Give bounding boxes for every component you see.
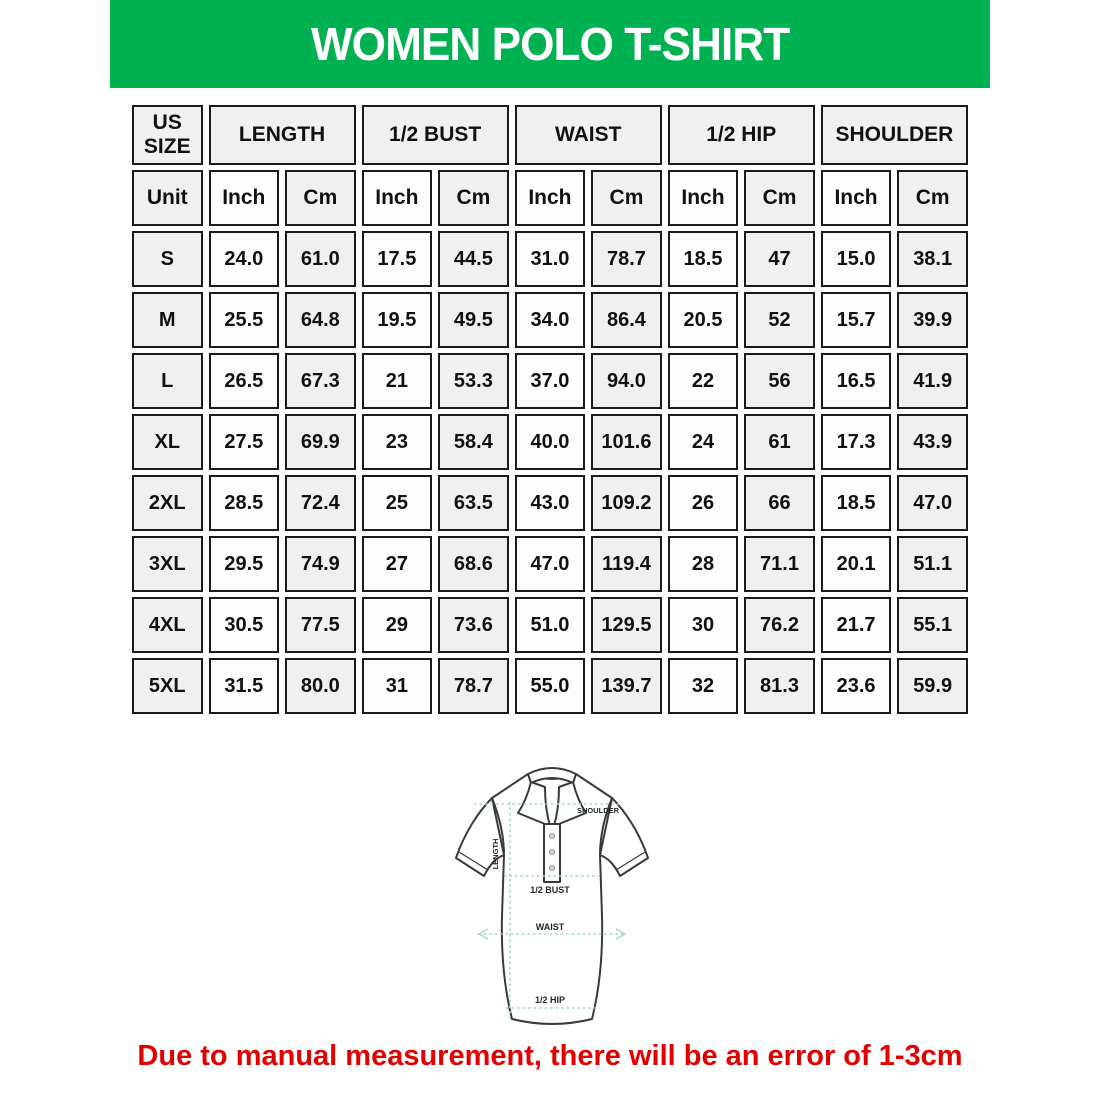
- value-cell: 101.6: [591, 414, 662, 470]
- value-cell: 32: [668, 658, 739, 714]
- value-cell: 28.5: [209, 475, 280, 531]
- value-cell: 26.5: [209, 353, 280, 409]
- value-cell: 109.2: [591, 475, 662, 531]
- value-cell: 59.9: [897, 658, 968, 714]
- value-cell: 66: [744, 475, 815, 531]
- polo-shirt-drawing: [432, 756, 672, 1038]
- table-row: [132, 536, 968, 592]
- value-cell: 61.0: [285, 231, 356, 287]
- value-cell: 40.0: [515, 414, 586, 470]
- size-cell: 2XL: [132, 475, 203, 531]
- value-cell: 72.4: [285, 475, 356, 531]
- value-cell: 76.2: [744, 597, 815, 653]
- value-cell: 23.6: [821, 658, 892, 714]
- shoulder-label: SHOULDER: [576, 806, 620, 815]
- value-cell: 28: [668, 536, 739, 592]
- unit-cell: Inch: [209, 170, 280, 226]
- table-row: [132, 658, 968, 714]
- value-cell: 23: [362, 414, 433, 470]
- value-cell: 129.5: [591, 597, 662, 653]
- value-cell: 53.3: [438, 353, 509, 409]
- value-cell: 29: [362, 597, 433, 653]
- value-cell: 61: [744, 414, 815, 470]
- column-group-header: 1/2 BUST: [362, 105, 509, 165]
- value-cell: 119.4: [591, 536, 662, 592]
- value-cell: 21.7: [821, 597, 892, 653]
- value-cell: 19.5: [362, 292, 433, 348]
- column-group-header: WAIST: [515, 105, 662, 165]
- column-group-header: LENGTH: [209, 105, 356, 165]
- measurement-note: Due to manual measurement, there will be an error of 1-3cm: [137, 1040, 963, 1072]
- value-cell: 29.5: [209, 536, 280, 592]
- length-label: LENGTH: [491, 838, 500, 870]
- column-group-header: SHOULDER: [821, 105, 968, 165]
- value-cell: 67.3: [285, 353, 356, 409]
- value-cell: 86.4: [591, 292, 662, 348]
- value-cell: 20.5: [668, 292, 739, 348]
- table-row: [132, 475, 968, 531]
- value-cell: 94.0: [591, 353, 662, 409]
- value-cell: 30: [668, 597, 739, 653]
- value-cell: 25.5: [209, 292, 280, 348]
- size-cell: XL: [132, 414, 203, 470]
- table-row: [132, 414, 968, 470]
- button-icon: [549, 865, 554, 870]
- value-cell: 22: [668, 353, 739, 409]
- value-cell: 34.0: [515, 292, 586, 348]
- size-cell: L: [132, 353, 203, 409]
- value-cell: 37.0: [515, 353, 586, 409]
- value-cell: 30.5: [209, 597, 280, 653]
- table-row: [132, 597, 968, 653]
- column-group-header: 1/2 HIP: [668, 105, 815, 165]
- button-icon: [549, 849, 554, 854]
- value-cell: 26: [668, 475, 739, 531]
- unit-cell: Inch: [515, 170, 586, 226]
- value-cell: 31.5: [209, 658, 280, 714]
- value-cell: 55.0: [515, 658, 586, 714]
- value-cell: 39.9: [897, 292, 968, 348]
- value-cell: 49.5: [438, 292, 509, 348]
- value-cell: 20.1: [821, 536, 892, 592]
- unit-cell: Inch: [821, 170, 892, 226]
- value-cell: 16.5: [821, 353, 892, 409]
- size-cell: 4XL: [132, 597, 203, 653]
- bust-label: 1/2 BUST: [530, 885, 570, 895]
- unit-cell: Cm: [744, 170, 815, 226]
- value-cell: 15.7: [821, 292, 892, 348]
- value-cell: 51.0: [515, 597, 586, 653]
- value-cell: 27.5: [209, 414, 280, 470]
- unit-cell: Inch: [668, 170, 739, 226]
- table-row: [132, 292, 968, 348]
- value-cell: 27: [362, 536, 433, 592]
- value-cell: 31.0: [515, 231, 586, 287]
- value-cell: 18.5: [668, 231, 739, 287]
- value-cell: 69.9: [285, 414, 356, 470]
- unit-cell: Cm: [285, 170, 356, 226]
- polo-shirt-diagram: [432, 756, 672, 1038]
- value-cell: 43.9: [897, 414, 968, 470]
- value-cell: 52: [744, 292, 815, 348]
- value-cell: 51.1: [897, 536, 968, 592]
- value-cell: 47: [744, 231, 815, 287]
- value-cell: 55.1: [897, 597, 968, 653]
- value-cell: 47.0: [515, 536, 586, 592]
- waist-label: WAIST: [535, 922, 565, 932]
- value-cell: 73.6: [438, 597, 509, 653]
- value-cell: 58.4: [438, 414, 509, 470]
- size-chart: [126, 100, 974, 719]
- value-cell: 71.1: [744, 536, 815, 592]
- page-title: WOMEN POLO T-SHIRT: [310, 18, 790, 70]
- unit-cell: Unit: [132, 170, 203, 226]
- value-cell: 31: [362, 658, 433, 714]
- value-cell: 24: [668, 414, 739, 470]
- unit-cell: Cm: [897, 170, 968, 226]
- value-cell: 64.8: [285, 292, 356, 348]
- value-cell: 68.6: [438, 536, 509, 592]
- value-cell: 56: [744, 353, 815, 409]
- value-cell: 41.9: [897, 353, 968, 409]
- unit-cell: Cm: [591, 170, 662, 226]
- value-cell: 38.1: [897, 231, 968, 287]
- table-row: [132, 353, 968, 409]
- value-cell: 77.5: [285, 597, 356, 653]
- table-row: [132, 231, 968, 287]
- value-cell: 18.5: [821, 475, 892, 531]
- value-cell: 78.7: [591, 231, 662, 287]
- value-cell: 44.5: [438, 231, 509, 287]
- value-cell: 80.0: [285, 658, 356, 714]
- button-icon: [549, 833, 554, 838]
- value-cell: 81.3: [744, 658, 815, 714]
- value-cell: 17.5: [362, 231, 433, 287]
- title-banner: [110, 0, 990, 88]
- size-chart-table: [126, 100, 974, 719]
- value-cell: 15.0: [821, 231, 892, 287]
- value-cell: 74.9: [285, 536, 356, 592]
- column-group-header: US SIZE: [132, 105, 203, 165]
- value-cell: 78.7: [438, 658, 509, 714]
- size-cell: M: [132, 292, 203, 348]
- size-cell: 5XL: [132, 658, 203, 714]
- value-cell: 25: [362, 475, 433, 531]
- hip-label: 1/2 HIP: [534, 995, 566, 1005]
- value-cell: 24.0: [209, 231, 280, 287]
- value-cell: 17.3: [821, 414, 892, 470]
- size-cell: S: [132, 231, 203, 287]
- value-cell: 21: [362, 353, 433, 409]
- unit-cell: Inch: [362, 170, 433, 226]
- value-cell: 47.0: [897, 475, 968, 531]
- value-cell: 43.0: [515, 475, 586, 531]
- value-cell: 139.7: [591, 658, 662, 714]
- unit-cell: Cm: [438, 170, 509, 226]
- value-cell: 63.5: [438, 475, 509, 531]
- shirt-outline: [456, 768, 648, 1024]
- size-cell: 3XL: [132, 536, 203, 592]
